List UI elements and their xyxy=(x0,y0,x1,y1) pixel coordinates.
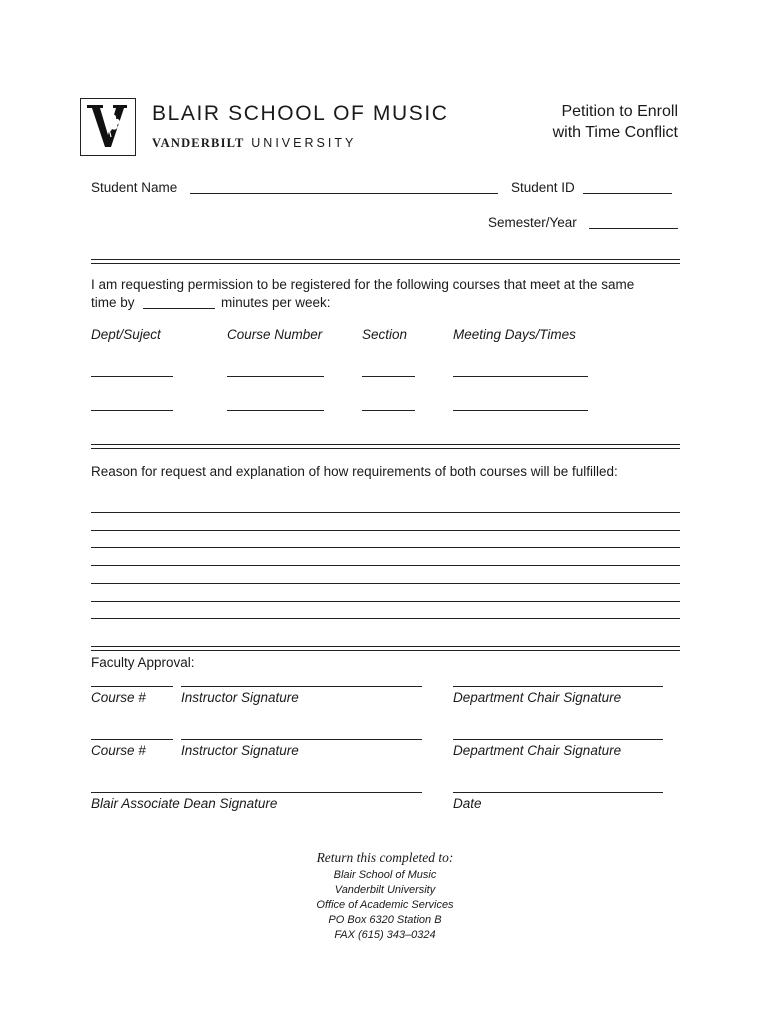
semester-year-field[interactable] xyxy=(589,228,678,229)
header-course-number: Course Number xyxy=(227,327,323,342)
student-name-field[interactable] xyxy=(190,193,498,194)
reason-line[interactable] xyxy=(91,565,680,566)
university-bold: VANDERBILT xyxy=(152,136,245,150)
section-divider xyxy=(91,444,680,449)
date-label: Date xyxy=(453,796,482,811)
instructor2-label: Instructor Signature xyxy=(181,743,299,758)
oak-leaf-v-icon xyxy=(81,99,134,154)
address-line: PO Box 6320 Station B xyxy=(328,914,442,926)
student-id-label: Student ID xyxy=(511,180,575,195)
row2-course-field[interactable] xyxy=(227,410,324,411)
chair2-label: Department Chair Signature xyxy=(453,743,622,758)
reason-line[interactable] xyxy=(91,601,680,602)
request-text: I am requesting permission to be registered for the following courses that meet at the same xyxy=(91,277,635,292)
fax-line: FAX (615) 343–0324 xyxy=(334,929,436,941)
section-divider xyxy=(91,646,680,651)
dean-signature-label: Blair Associate Dean Signature xyxy=(91,796,278,811)
row1-course-field[interactable] xyxy=(227,376,324,377)
reason-line[interactable] xyxy=(91,530,680,531)
course1-field[interactable] xyxy=(91,686,173,687)
address-line: Office of Academic Services xyxy=(316,899,454,911)
vanderbilt-logo xyxy=(80,98,136,156)
form-title-line2: with Time Conflict xyxy=(552,124,678,141)
address-line: Vanderbilt University xyxy=(334,884,436,896)
header-dept: Dept/Suject xyxy=(91,327,161,342)
address-line: Blair School of Music xyxy=(333,869,437,881)
row1-meeting-field[interactable] xyxy=(453,376,588,377)
student-name-label: Student Name xyxy=(91,180,178,195)
row1-dept-field[interactable] xyxy=(91,376,173,377)
row1-section-field[interactable] xyxy=(362,376,415,377)
row2-dept-field[interactable] xyxy=(91,410,173,411)
minutes-label: minutes per week: xyxy=(221,295,331,310)
time-by-field[interactable] xyxy=(143,308,215,309)
section-divider xyxy=(91,259,680,264)
header-section: Section xyxy=(362,327,408,342)
university-rest: UNIVERSITY xyxy=(251,136,357,150)
student-id-field[interactable] xyxy=(583,193,672,194)
form-title xyxy=(553,101,678,143)
instructor1-label: Instructor Signature xyxy=(181,690,299,705)
reason-line[interactable] xyxy=(91,618,680,619)
return-label: Return this completed to: xyxy=(316,850,454,865)
chair1-signature-field[interactable] xyxy=(453,686,663,687)
reason-line[interactable] xyxy=(91,583,680,584)
reason-line[interactable] xyxy=(91,512,680,513)
return-address xyxy=(235,850,535,943)
instructor1-signature-field[interactable] xyxy=(181,686,422,687)
course2-field[interactable] xyxy=(91,739,173,740)
instructor2-signature-field[interactable] xyxy=(181,739,422,740)
school-name: BLAIR SCHOOL OF MUSIC xyxy=(152,102,449,125)
header-meeting: Meeting Days/Times xyxy=(453,327,576,342)
dean-signature-field[interactable] xyxy=(91,792,422,793)
course1-label: Course # xyxy=(91,690,146,705)
time-by-label: time by xyxy=(91,295,135,310)
semester-year-label: Semester/Year xyxy=(488,215,577,230)
row2-meeting-field[interactable] xyxy=(453,410,588,411)
course2-label: Course # xyxy=(91,743,146,758)
reason-line[interactable] xyxy=(91,547,680,548)
faculty-approval-title: Faculty Approval: xyxy=(91,655,195,670)
form-title-line1: Petition to Enroll xyxy=(561,103,678,120)
chair2-signature-field[interactable] xyxy=(453,739,663,740)
chair1-label: Department Chair Signature xyxy=(453,690,622,705)
row2-section-field[interactable] xyxy=(362,410,415,411)
reason-label: Reason for request and explanation of how requirements of both courses will be fulfilled: xyxy=(91,464,618,479)
university-name xyxy=(152,136,356,151)
date-field[interactable] xyxy=(453,792,663,793)
